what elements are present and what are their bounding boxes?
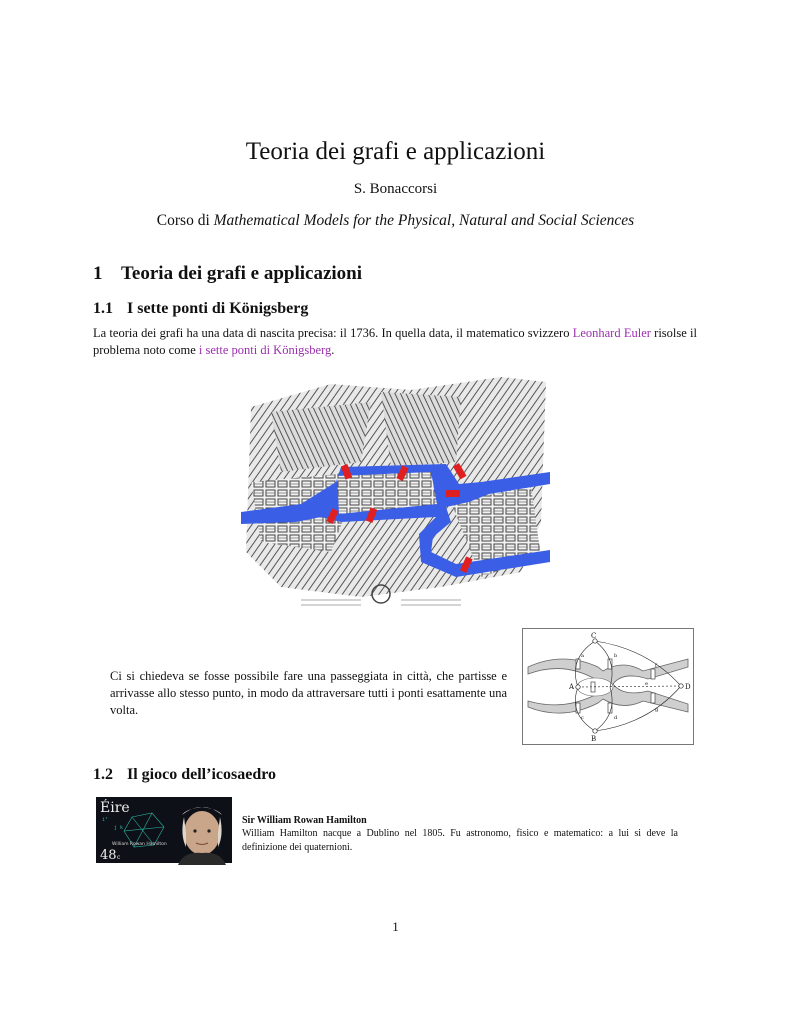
bridges-graph-diagram xyxy=(522,628,694,745)
subsection-number: 1.2 xyxy=(93,766,113,783)
page-number: 1 xyxy=(392,919,399,934)
graph-label-g: g xyxy=(655,707,659,713)
intro-paragraph xyxy=(93,325,697,359)
svg-text:j k: j k xyxy=(114,825,124,831)
hamilton-stamp-image xyxy=(94,795,234,865)
hamilton-name: Sir William Rowan Hamilton xyxy=(242,815,367,826)
para-text: risolse il problema noto come xyxy=(93,326,697,357)
graph-label-e: e xyxy=(645,681,648,687)
graph-label-a: a xyxy=(581,653,584,659)
graph-label-c: c xyxy=(581,715,584,721)
graph-label-D: D xyxy=(685,683,691,691)
graph-label-A: A xyxy=(569,683,575,691)
graph-label-b: b xyxy=(614,653,618,659)
subsection-title: I sette ponti di Königsberg xyxy=(127,300,309,317)
question-paragraph: Ci si chiedeva se fosse possibile fare una passeggiata in città, che partisse e arrivasse allo stesso punto, in modo da attraversare tutti i ponti esattamente una volta. xyxy=(110,669,507,717)
subsection-heading xyxy=(93,766,276,784)
konigsberg-map xyxy=(241,372,550,614)
svg-text:i²: i² xyxy=(102,817,109,823)
hamilton-bio: William Hamilton nacque a Dublino nel 1805. Fu astronomo, fisico e matematico: a lui si deve la definizione dei quaternioni. xyxy=(242,828,678,853)
graph-label-B: B xyxy=(591,735,597,743)
stamp-country: Éire xyxy=(100,800,130,816)
subsection-title: Il gioco dell’icosaedro xyxy=(127,766,277,783)
subsection-number: 1.1 xyxy=(93,300,113,317)
stamp-unit: c xyxy=(117,854,121,861)
course-name: Mathematical Models for the Physical, Natural and Social Sciences xyxy=(213,212,635,229)
euler-link[interactable]: Leonhard Euler xyxy=(572,326,651,340)
stamp-name: William Rowan Hamilton xyxy=(112,842,167,847)
course-prefix: Corso di xyxy=(156,212,214,229)
page-title: Teoria dei grafi e applicazioni xyxy=(245,138,546,165)
section-number: 1 xyxy=(93,263,103,284)
subsection-heading xyxy=(93,300,308,318)
graph-label-f: f xyxy=(655,663,657,669)
author: S. Bonaccorsi xyxy=(353,181,438,197)
stamp-value: 48 xyxy=(100,848,117,863)
para-text: La teoria dei grafi ha una data di nascita precisa: il 1736. In quella data, il matematico svizzero xyxy=(93,326,573,340)
section-heading xyxy=(93,263,362,285)
graph-label-C: C xyxy=(591,632,597,640)
course-line xyxy=(0,212,791,230)
bridges-link[interactable]: i sette ponti di Königsberg xyxy=(198,343,332,357)
graph-label-d: d xyxy=(614,715,618,721)
para-text: . xyxy=(331,343,335,357)
section-title: Teoria dei grafi e applicazioni xyxy=(121,263,363,284)
